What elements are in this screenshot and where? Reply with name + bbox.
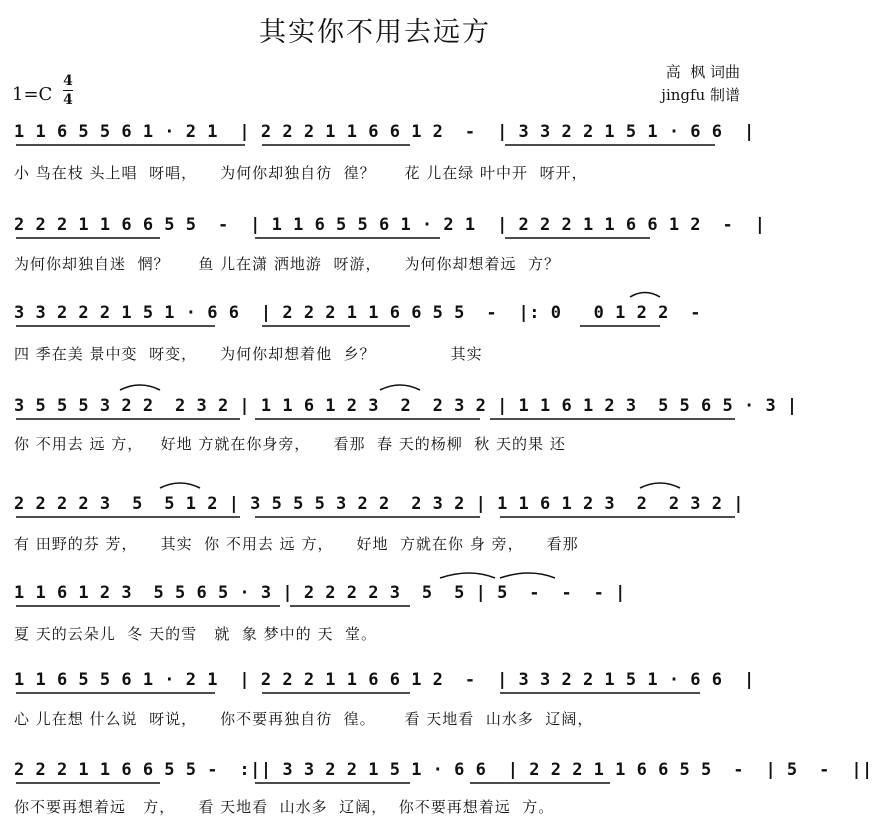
lyric-line: 你 不用去 远 方， 好地 方就在你身旁， 看那 春 天的杨柳 秋 天的果 还: [14, 435, 566, 453]
tie-arc: [160, 483, 200, 488]
lyric-line: 小 鸟在枝 头上唱 呀唱， 为何你却独自彷 徨？ 花 儿在绿 叶中开 呀开，: [14, 164, 588, 182]
lyric-line: 心 儿在想 什么说 呀说， 你不要再独自彷 徨。 看 天地看 山水多 辽阔，: [14, 710, 594, 728]
tie-arc: [500, 573, 555, 578]
notes-line: 2 2 2 2 3 5 5 1 2 | 3 5 5 5 3 2 2 2 3 2 | 1 1 6 1 2 3 2 2 3 2 |: [14, 494, 744, 514]
page-title: 其实你不用去远方: [259, 17, 491, 48]
tie-arc: [630, 293, 660, 298]
tie-arc: [440, 573, 495, 578]
time-signature-top: 4: [63, 73, 73, 89]
notes-line: 3 5 5 5 3 2 2 2 3 2 | 1 1 6 1 2 3 2 2 3 2 | 1 1 6 1 2 3 5 5 6 5 · 3 |: [14, 396, 798, 416]
lyric-line: 你不要再想着远 方， 看 天地看 山水多 辽阔， 你不要再想着远 方。: [14, 798, 555, 816]
notes-line: 2 2 2 1 1 6 6 5 5 - :|| 3 3 2 2 1 5 1 · 6 6 | 2 2 2 1 1 6 6 5 5 - | 5 - ||: [14, 760, 873, 780]
lyric-line: 四 季在美 景中变 呀变， 为何你却想着他 乡？ 其实: [14, 345, 483, 363]
credit-lyrics-music: 高 枫 词曲: [665, 63, 740, 81]
lyric-line: 为何你却独自迷 惘？ 鱼 儿在潇 洒地游 呀游， 为何你却想着远 方？: [14, 255, 561, 273]
notes-line: 1 1 6 1 2 3 5 5 6 5 · 3 | 2 2 2 2 3 5 5 | 5 - - - |: [14, 583, 626, 603]
notes-line: 1 1 6 5 5 6 1 · 2 1 | 2 2 2 1 1 6 6 1 2 - | 3 3 2 2 1 5 1 · 6 6 |: [14, 122, 755, 142]
notes-line: 2 2 2 1 1 6 6 5 5 - | 1 1 6 5 5 6 1 · 2 1 | 2 2 2 1 1 6 6 1 2 - |: [14, 215, 766, 235]
tie-arc: [380, 385, 420, 390]
lyric-line: 有 田野的芬 芳， 其实 你 不用去 远 方， 好地 方就在你 身 旁， 看那: [14, 535, 579, 553]
tie-arc: [120, 385, 160, 390]
tie-arc: [640, 483, 680, 488]
credit-arranger: jingfu 制谱: [661, 86, 740, 104]
lyric-line: 夏 天的云朵儿 冬 天的雪 就 象 梦中的 天 堂。: [14, 625, 377, 643]
notes-line: 1 1 6 5 5 6 1 · 2 1 | 2 2 2 1 1 6 6 1 2 - | 3 3 2 2 1 5 1 · 6 6 |: [14, 670, 755, 690]
time-signature-bottom: 4: [63, 92, 73, 108]
key-signature: 1=C: [12, 84, 53, 105]
notes-line: 3 3 2 2 2 1 5 1 · 6 6 | 2 2 2 1 1 6 6 5 5 - |: 0 0 1 2 2 -: [14, 303, 702, 323]
